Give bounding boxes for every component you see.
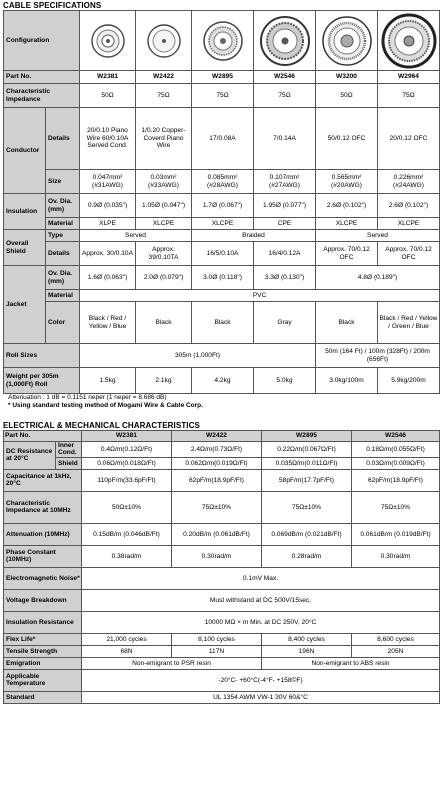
conductor-size-cell: 0.085mm² (#28AWG) [192, 170, 254, 194]
type-label: Type [46, 230, 80, 242]
attenuation-cell: 0.061dB/m (0.019dB/Ft) [352, 523, 440, 545]
jacket-color-cell: Black / Red / Yellow / Green / Blue [378, 302, 440, 344]
jacket-color-cell: Gray [254, 302, 316, 344]
impedance-cell: 75Ω±10% [352, 491, 440, 523]
jacket-color-cell: Black [316, 302, 378, 344]
part-no-cell: W2895 [262, 431, 352, 442]
weight-cell: 1.5kg [80, 368, 136, 394]
configuration-label: Configuration [4, 11, 80, 71]
dc-shield-cell: 0.03Ω/m(0.009Ω/Ft) [352, 457, 440, 469]
insulation-material-cell: XLCPE [316, 218, 378, 230]
shield-details-cell: Approx. 70/0.12 OFC [316, 242, 378, 266]
tensile-strength-cell: 205N [352, 645, 440, 657]
insulation-material-cell: CPE [254, 218, 316, 230]
roll-sizes-label: Roll Sizes [4, 344, 80, 368]
jacket-material-cell: PVC [80, 290, 440, 302]
phase-constant-cell: 0.30rad/m [172, 545, 262, 567]
shield-label: Shield [56, 457, 82, 469]
conductor-details-cell: 1/0.20 Copper-Coverd Piano Wire [136, 108, 192, 170]
cable-spec-table [3, 10, 440, 394]
jacket-dia-cell: 4.8Ø (0.189") [316, 266, 440, 290]
attenuation-label: Attenuation (10MHz) [4, 523, 82, 545]
part-no-cell: W2895 [192, 71, 254, 84]
part-no-header: Part No. [4, 431, 82, 442]
testing-method-note: * Using standard testing method of Mogami Wire & Cable Corp. [8, 402, 203, 409]
phase-constant-label: Phase Constant (10MHz) [4, 545, 82, 567]
jacket-dia-cell: 1.6Ø (0.063") [80, 266, 136, 290]
impedance-label: Characteristic Impedance at 10MHz [4, 491, 82, 523]
insulation-label: Insulation [4, 194, 46, 230]
attenuation-note: Attenuation : 1 dB = 0.1151 neper (1 neper = 8.686 dB) [8, 394, 167, 401]
conductor-size-cell: 0.03mm² (#33AWG) [136, 170, 192, 194]
dc-inner-cell: 2.4Ω/m(0.73Ω/Ft) [172, 442, 262, 458]
attenuation-cell: 0.069dB/m (0.021dB/Ft) [262, 523, 352, 545]
phase-constant-cell: 0.28rad/m [262, 545, 352, 567]
weight-label: Weight per 305m (1,000Ft) Roll [4, 368, 80, 394]
impedance-cell: 75Ω [254, 84, 316, 108]
insulation-material-cell: XLCPE [136, 218, 192, 230]
capacitance-cell: 110pF/m(33.6pF/Ft) [82, 469, 172, 491]
material-label: Material [46, 218, 80, 230]
impedance-label: Characteristic Impedance [4, 84, 80, 108]
insulation-dia-cell: 2.6Ø (0.102") [316, 194, 378, 218]
em-noise-label: Electromagnetic Noise* [4, 567, 82, 589]
jacket-color-cell: Black [136, 302, 192, 344]
voltage-breakdown-cell: Must withstand at DC 500V/15sec. [82, 589, 440, 611]
overall-shield-label: Overall Shield [4, 230, 46, 266]
insulation-resistance-label: Insulation Resistance [4, 611, 82, 633]
part-no-cell: W2422 [136, 71, 192, 84]
roll-size-cell: 305m (1,000Ft) [80, 344, 316, 368]
capacitance-label: Capacitance at 1kHz, 20°C [4, 469, 82, 491]
jacket-color-cell: Black / Red / Yellow / Blue [80, 302, 136, 344]
part-no-cell: W2546 [254, 71, 316, 84]
insulation-dia-cell: 1.95Ø (0.077") [254, 194, 316, 218]
electrical-table [3, 430, 440, 704]
details-label: Details [46, 108, 80, 170]
conductor-size-cell: 0.107mm² (#27AWG) [254, 170, 316, 194]
temperature-label: Applicable Temperature [4, 669, 82, 691]
part-no-cell: W2381 [80, 71, 136, 84]
em-noise-cell: 0.1mV Max. [82, 567, 440, 589]
conductor-size-cell: 0.226mm² (#24AWG) [378, 170, 440, 194]
capacitance-cell: 62pF/m(18.9pF/Ft) [352, 469, 440, 491]
conductor-details-cell: 50/0.12 OFC [316, 108, 378, 170]
shield-type-cell: Braided [192, 230, 316, 242]
dc-shield-cell: 0.062Ω/m(0.019Ω/Ft) [172, 457, 262, 469]
jacket-color-cell: Black [192, 302, 254, 344]
conductor-label: Conductor [4, 108, 46, 194]
cable-cross-section-icon [316, 11, 378, 71]
impedance-cell: 50Ω±10% [82, 491, 172, 523]
conductor-details-cell: 20/0.12 OFC [378, 108, 440, 170]
insulation-dia-cell: 2.6Ø (0.102") [378, 194, 440, 218]
emigration-cell: Non-emigrant to ABS resin [262, 657, 440, 669]
phase-constant-cell: 0.38rad/m [82, 545, 172, 567]
part-no-cell: W2546 [352, 431, 440, 442]
impedance-cell: 75Ω [378, 84, 440, 108]
impedance-cell: 75Ω±10% [262, 491, 352, 523]
part-no-cell: W2422 [172, 431, 262, 442]
shield-details-cell: 16/5/0.10A [192, 242, 254, 266]
impedance-cell: 75Ω [136, 84, 192, 108]
shield-type-cell: Served [80, 230, 192, 242]
roll-size-cell: 50m (164 Ft) / 100m (328Ft) / 200m (656Ft) [316, 344, 440, 368]
dc-inner-cell: 0.4Ω/m(0.12Ω/Ft) [82, 442, 172, 458]
shield-details-cell: Approx. 30/0.10A [80, 242, 136, 266]
standard-cell: UL 1354 AWM VW-1 30V 60&°C [82, 691, 440, 703]
impedance-cell: 50Ω [316, 84, 378, 108]
flex-life-cell: 21,000 cycles [82, 633, 172, 645]
conductor-details-cell: 20/0.10 Piano Wire 60/0.10A Served Cond. [80, 108, 136, 170]
cable-spec-section [0, 1, 441, 410]
flex-life-cell: 8,400 cycles [262, 633, 352, 645]
cable-cross-section-icon [80, 11, 136, 71]
dc-resistance-label: DC Resistance at 20°C [4, 442, 56, 470]
cable-cross-section-icon [378, 11, 440, 71]
tensile-strength-cell: 117N [172, 645, 262, 657]
dc-inner-cell: 0.22Ω/m(0.067Ω/Ft) [262, 442, 352, 458]
jacket-label: Jacket [4, 266, 46, 344]
part-no-label: Part No. [4, 71, 80, 84]
part-no-cell: W3200 [316, 71, 378, 84]
insulation-material-cell: XLCPE [378, 218, 440, 230]
ov-dia-label: Ov. Dia.(mm) [46, 266, 80, 290]
shield-details-cell: Approx. 70/0.12 OFC [378, 242, 440, 266]
cable-cross-section-icon [192, 11, 254, 71]
shield-type-cell: Served [316, 230, 440, 242]
standard-label: Standard [4, 691, 82, 703]
jacket-dia-cell: 3.0Ø (0.118") [192, 266, 254, 290]
temperature-cell: -20°C- +60°C(-4°F- +158©F) [82, 669, 440, 691]
flex-life-label: Flex Life* [4, 633, 82, 645]
shield-details-cell: Approx. 39/0.10TA [136, 242, 192, 266]
jacket-dia-cell: 2.0Ø (0.079") [136, 266, 192, 290]
conductor-size-cell: 0.565mm² (#20AWG) [316, 170, 378, 194]
cable-spec-title: CABLE SPECIFICATIONS [3, 1, 102, 10]
dc-shield-cell: 0.035Ω/m(0.011Ω/Ft) [262, 457, 352, 469]
insulation-material-cell: XLCPE [192, 218, 254, 230]
capacitance-cell: 58pF/m(17.7pF/Ft) [262, 469, 352, 491]
color-label: Color [46, 302, 80, 344]
conductor-details-cell: 17/0.08A [192, 108, 254, 170]
cable-cross-section-icon [136, 11, 192, 71]
conductor-details-cell: 7/0.14A [254, 108, 316, 170]
electrical-title: ELECTRICAL & MECHANICAL CHARACTERISTICS [3, 421, 200, 430]
phase-constant-cell: 0.30rad/m [352, 545, 440, 567]
attenuation-cell: 0.20dB/m (0.061dB/Ft) [172, 523, 262, 545]
insulation-dia-cell: 1.7Ø (0.067") [192, 194, 254, 218]
weight-cell: 4.2kg [192, 368, 254, 394]
capacitance-cell: 62pF/m(18.9pF/Ft) [172, 469, 262, 491]
ov-dia-label: Ov. Dia.(mm) [46, 194, 80, 218]
flex-life-cell: 8,100 cycles [172, 633, 262, 645]
shield-details-cell: 16/4/0.12A [254, 242, 316, 266]
details-label: Details [46, 242, 80, 266]
weight-cell: 2.1kg [136, 368, 192, 394]
insulation-material-cell: XLPE [80, 218, 136, 230]
conductor-size-cell: 0.047mm² (#31AWG) [80, 170, 136, 194]
impedance-cell: 75Ω [192, 84, 254, 108]
weight-cell: 5.9kg/200m [378, 368, 440, 394]
attenuation-cell: 0.15dB/m (0.046dB/Ft) [82, 523, 172, 545]
insulation-dia-cell: 1.05Ø (0.047") [136, 194, 192, 218]
dc-inner-cell: 0.18Ω/m(0.055Ω/Ft) [352, 442, 440, 458]
weight-cell: 5.0kg [254, 368, 316, 394]
voltage-breakdown-label: Voltage Breakdown [4, 589, 82, 611]
tensile-strength-label: Tensile Strength [4, 645, 82, 657]
part-no-cell: W2964 [378, 71, 440, 84]
weight-cell: 3.0kg/100m [316, 368, 378, 394]
cable-cross-section-icon [254, 11, 316, 71]
dc-shield-cell: 0.06Ω/m(0.018Ω/Ft) [82, 457, 172, 469]
emigration-label: Emigration [4, 657, 82, 669]
insulation-resistance-cell: 10000 MΩ × m Min. at DC 250V, 20°C [82, 611, 440, 633]
insulation-dia-cell: 0.9Ø (0.035") [80, 194, 136, 218]
tensile-strength-cell: 68N [82, 645, 172, 657]
emigration-cell: Non-emigrant to PSR resin [82, 657, 262, 669]
tensile-strength-cell: 196N [262, 645, 352, 657]
inner-cond-label: Inner Cond. [56, 442, 82, 458]
part-no-cell: W2381 [82, 431, 172, 442]
electrical-section [0, 421, 441, 704]
flex-life-cell: 8,600 cycles [352, 633, 440, 645]
impedance-cell: 75Ω±10% [172, 491, 262, 523]
impedance-cell: 50Ω [80, 84, 136, 108]
jacket-dia-cell: 3.3Ø (0.130") [254, 266, 316, 290]
size-label: Size [46, 170, 80, 194]
material-label: Material [46, 290, 80, 302]
